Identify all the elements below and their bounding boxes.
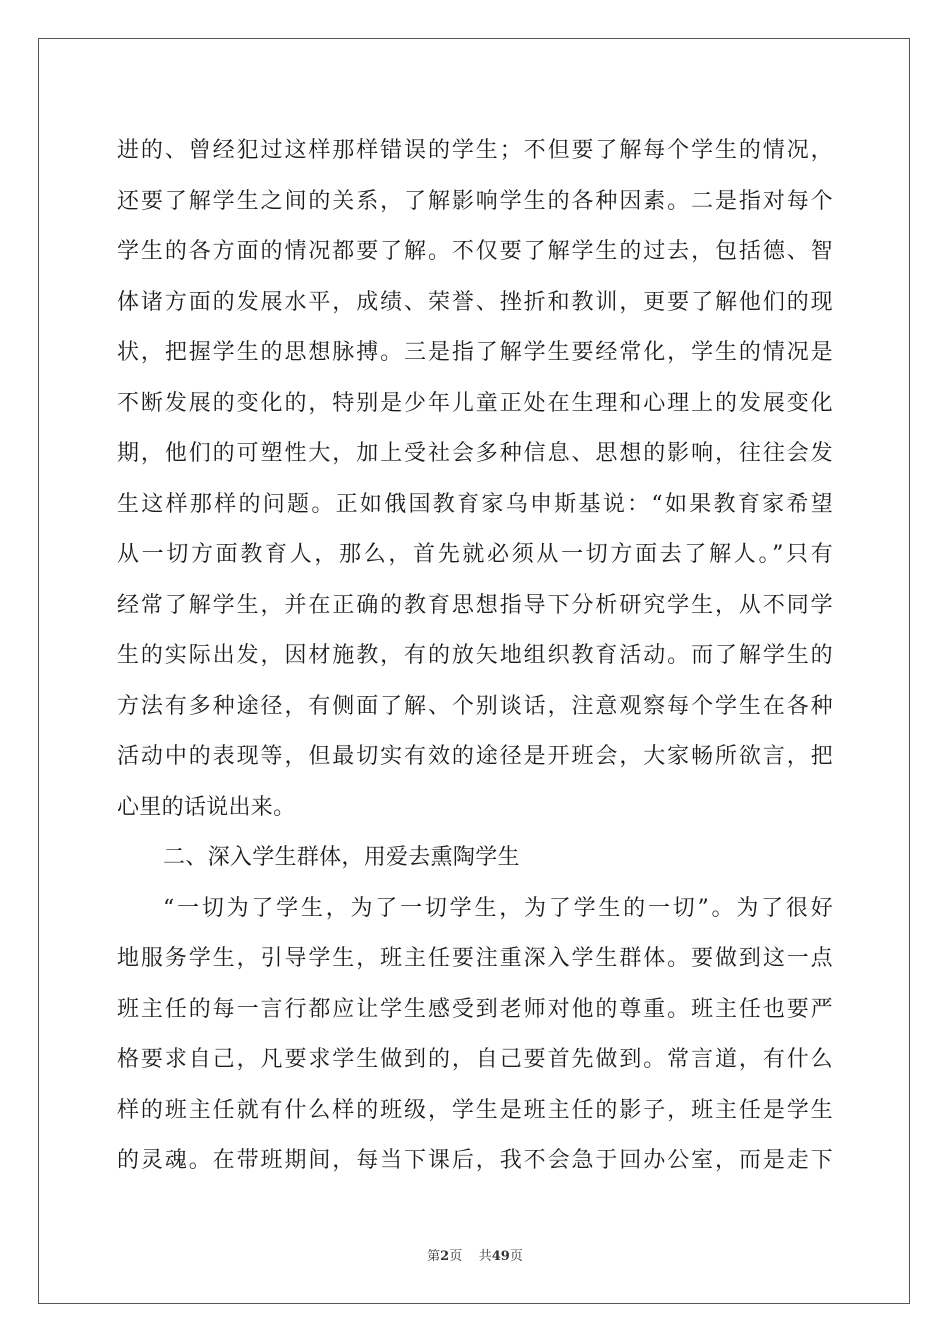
text-line: 的灵魂。在带班期间，每当下课后，我不会急于回办公室，而是走下 (117, 1148, 833, 1173)
text-line: 心里的话说出来。 (117, 794, 296, 820)
footer-total-pages: 49 (491, 1249, 510, 1264)
page-footer (0, 1245, 950, 1264)
text-line: 期，他们的可塑性大，加上受社会多种信息、思想的影响，往往会发 (117, 441, 833, 466)
footer-page-prefix: 第 (427, 1249, 441, 1264)
text-line: 不断发展的变化的，特别是少年儿童正处在生理和心理上的发展变化 (117, 390, 833, 416)
text-line: 进的、曾经犯过这样那样错误的学生；不但要了解每个学生的情况， (117, 138, 833, 163)
text-line: 经常了解学生，并在正确的教育思想指导下分析研究学生，从不同学 (117, 592, 833, 618)
text-line: 样的班主任就有什么样的班级，学生是班主任的影子，班主任是学生 (117, 1097, 833, 1123)
text-line: “一切为了学生，为了一切学生，为了学生的一切”。为了很好 (163, 895, 833, 921)
text-line: 从一切方面教育人，那么，首先就必须从一切方面去了解人。”只有 (117, 542, 833, 567)
footer-total-prefix: 共 (478, 1249, 492, 1264)
text-line: 地服务学生，引导学生，班主任要注重深入学生群体。要做到这一点 (117, 946, 833, 971)
text-line: 班主任的每一言行都应让学生感受到老师对他的尊重。班主任也要严 (117, 996, 833, 1022)
footer-page-number: 2 (440, 1249, 450, 1264)
document-body (117, 126, 833, 1187)
text-line: 生这样那样的问题。正如俄国教育家乌申斯基说：“如果教育家希望 (117, 491, 833, 517)
text-line: 格要求自己，凡要求学生做到的，自己要首先做到。常言道，有什么 (117, 1047, 833, 1072)
text-line: 状，把握学生的思想脉搏。三是指了解学生要经常化，学生的情况是 (117, 340, 833, 365)
text-line: 方法有多种途径，有侧面了解、个别谈话，注意观察每个学生在各种 (117, 693, 833, 719)
text-line: 体诸方面的发展水平，成绩、荣誉、挫折和教训，更要了解他们的现 (117, 289, 833, 315)
text-line: 还要了解学生之间的关系，了解影响学生的各种因素。二是指对每个 (117, 188, 833, 214)
text-line: 学生的各方面的情况都要了解。不仅要了解学生的过去，包括德、智 (117, 239, 833, 264)
text-line: 活动中的表现等，但最切实有效的途径是开班会，大家畅所欲言，把 (117, 744, 833, 769)
text-line: 生的实际出发，因材施教，有的放矢地组织教育活动。而了解学生的 (117, 643, 833, 668)
section-heading: 二、深入学生群体，用爱去熏陶学生 (163, 845, 520, 870)
footer-page-unit: 页 (449, 1249, 463, 1264)
footer-total-unit: 页 (509, 1249, 523, 1264)
